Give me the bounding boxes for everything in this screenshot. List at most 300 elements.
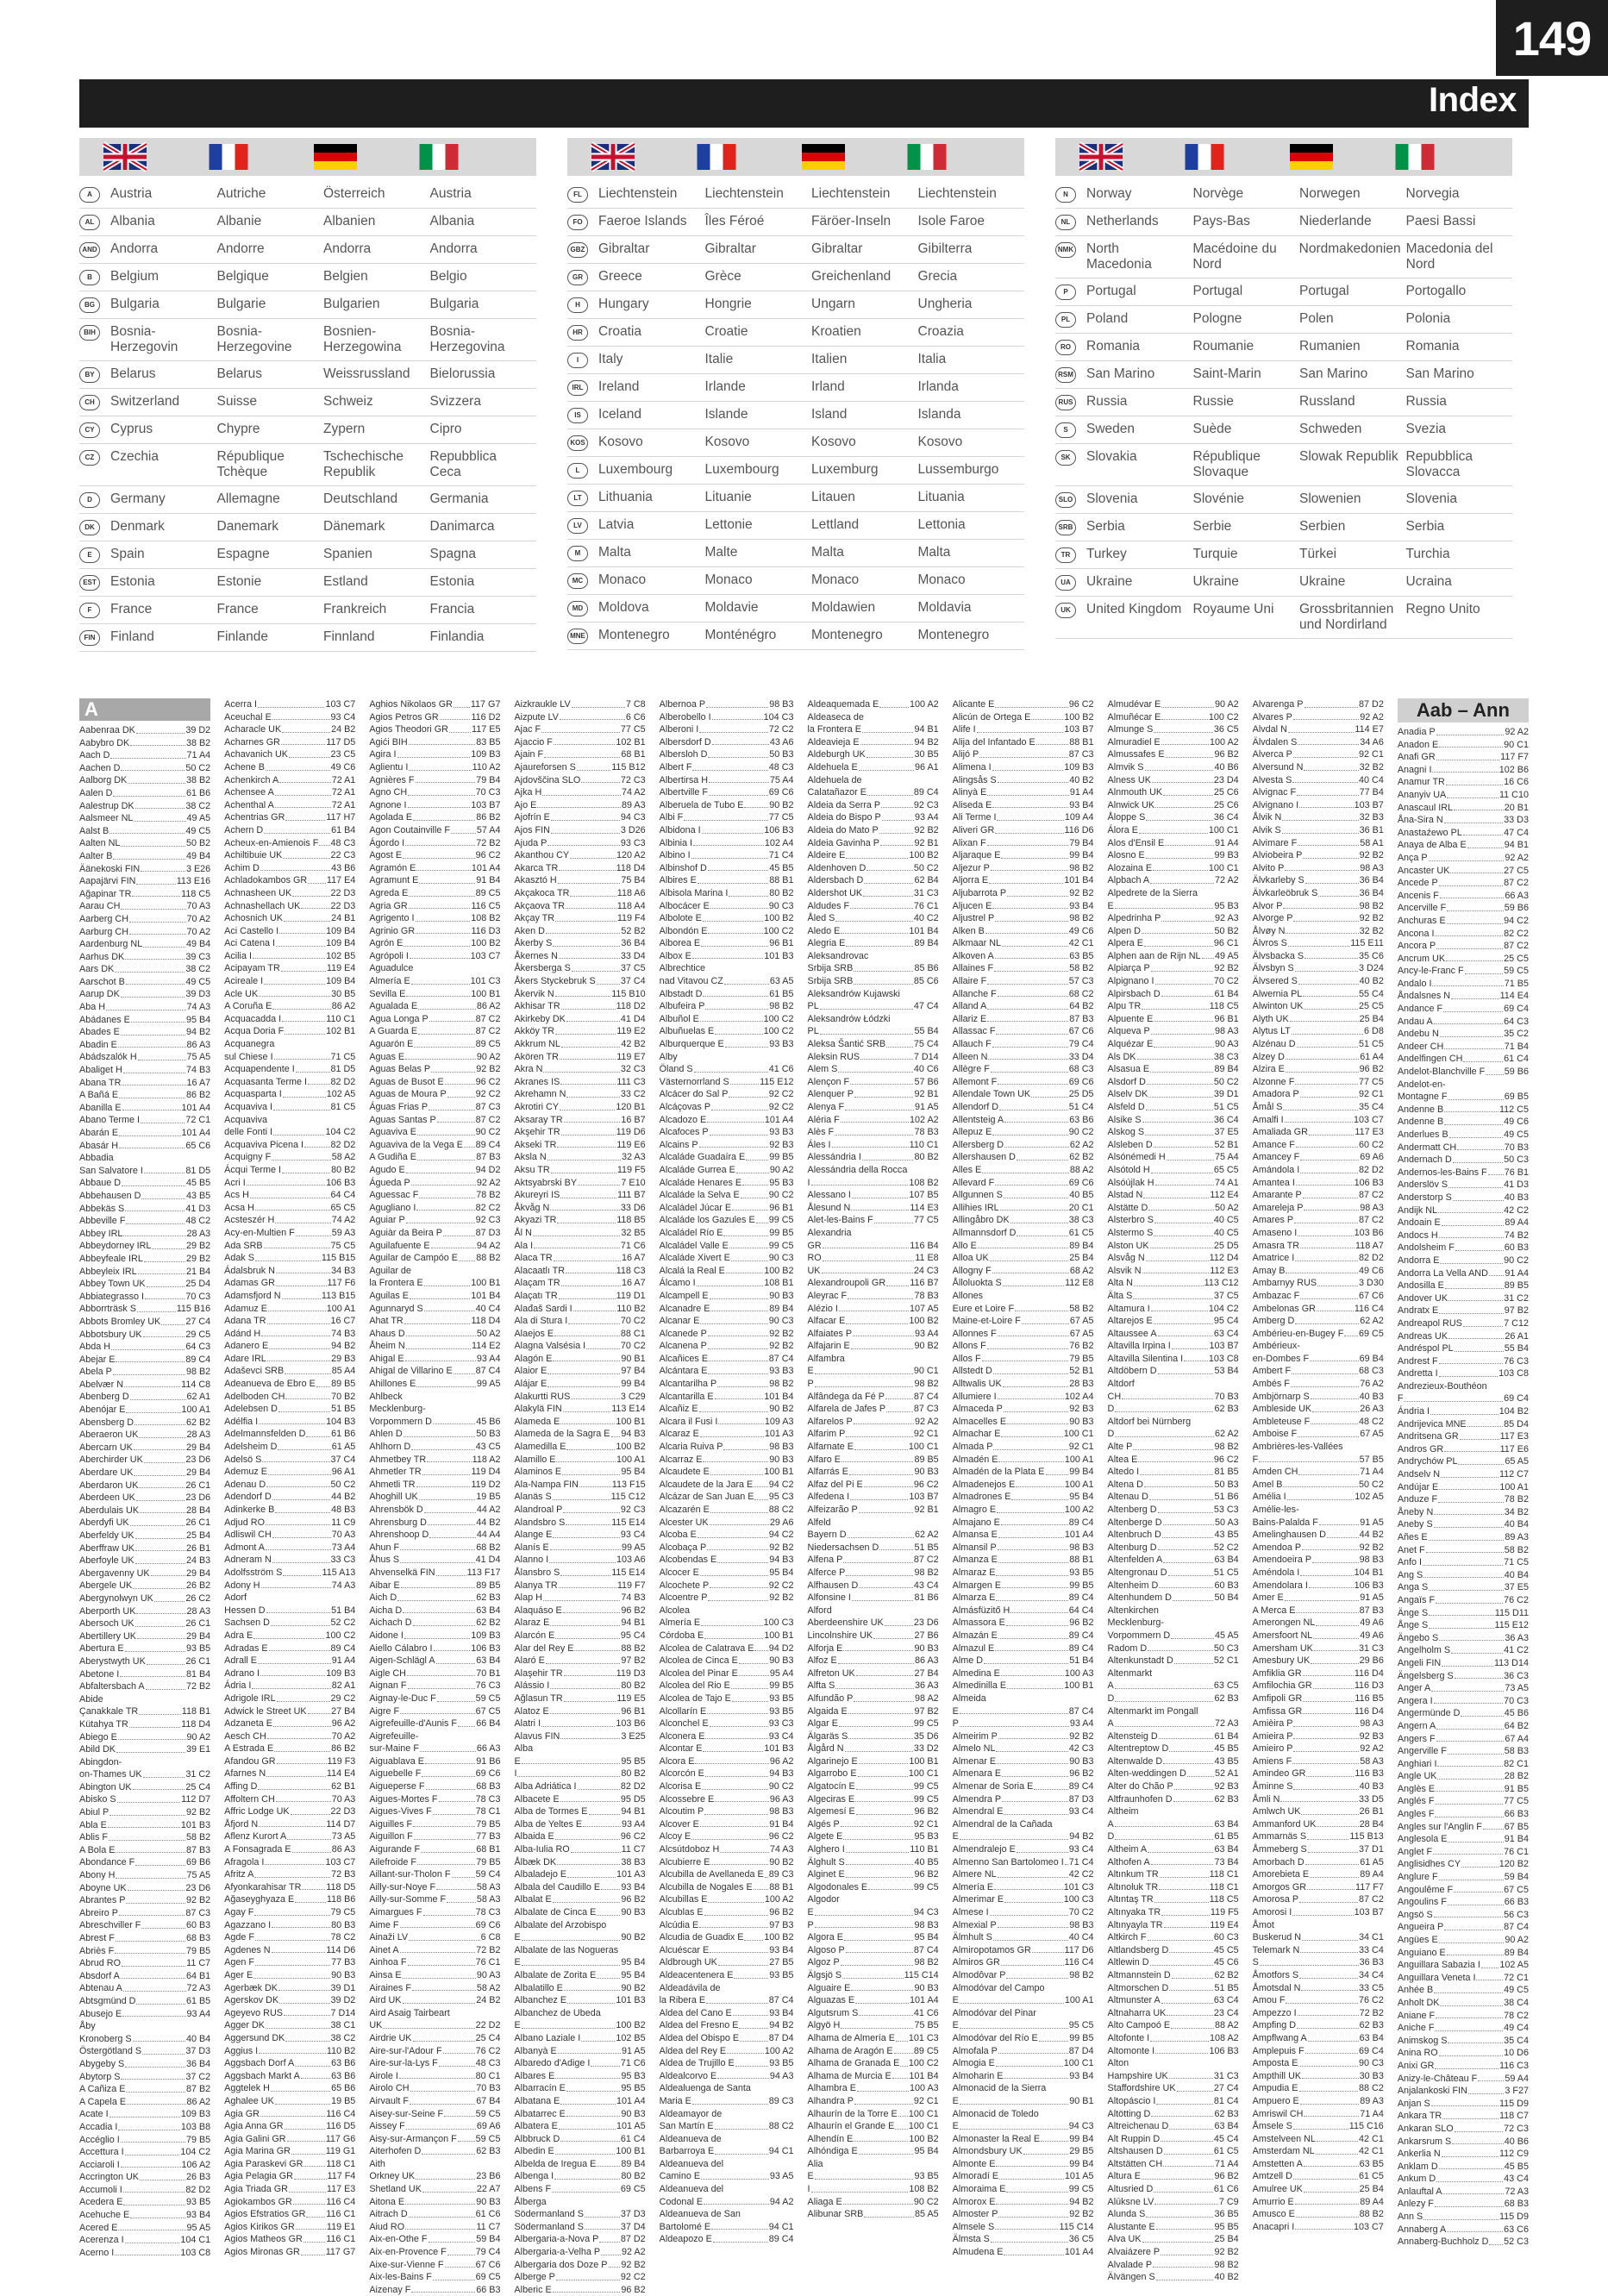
index-place-name: Ajo E — [514, 799, 537, 810]
index-place-name: Allaire F — [952, 976, 987, 987]
index-place-name: E — [952, 2121, 959, 2132]
index-entry — [660, 912, 794, 925]
index-entry — [808, 811, 939, 824]
index-page-ref: 72 C2 — [768, 724, 794, 735]
index-entry — [224, 2183, 355, 2196]
index-place-name: Ali Terme I — [952, 812, 997, 823]
index-entry — [1108, 2145, 1239, 2158]
index-place-name: Angermünde D — [1397, 1708, 1461, 1719]
index-page-ref: 71 A4 — [1360, 1467, 1384, 1478]
index-page-ref: 40 C5 — [1213, 1227, 1239, 1238]
index-page-ref: 110 A2 — [472, 761, 501, 773]
index-place-name: Adelmannsfelden D — [224, 1429, 306, 1440]
index-place-name: Ambert F — [1252, 1366, 1292, 1377]
index-entry — [1108, 1730, 1239, 1743]
country-name: San Marino — [1299, 366, 1368, 381]
index-place-name: Alézio I — [807, 1303, 838, 1314]
index-entry — [660, 1416, 794, 1429]
index-page-ref: 94 B1 — [621, 1806, 646, 1817]
index-page-ref: 97 B4 — [621, 1366, 646, 1377]
index-place-name: Aachen D — [79, 762, 121, 773]
index-place-name: Agios Matheos GR — [224, 2234, 303, 2245]
index-place-name: Aberffraw UK — [79, 1542, 135, 1554]
index-place-name: Anet F — [1397, 1544, 1425, 1555]
index-page-ref: 48 C3 — [330, 837, 356, 848]
index-page-ref: 100 C1 — [908, 2121, 939, 2132]
index-place-name: Altaussee A — [1107, 1328, 1157, 1339]
index-place-name: Anaya de Alba E — [1397, 840, 1467, 851]
index-entry — [808, 1466, 939, 1479]
index-page-ref: 3 E26 — [185, 863, 211, 874]
index-place-name: Alaquáso E — [514, 1605, 562, 1616]
index-page-ref: 38 B3 — [621, 1856, 646, 1867]
index-place-name: Als DK — [1107, 1051, 1136, 1062]
index-page-ref: 88 C2 — [1359, 2083, 1384, 2094]
index-entry — [369, 1994, 500, 2007]
index-place-name: Aleksandrów Łódzki — [807, 1013, 891, 1024]
index-entry — [369, 988, 500, 1001]
index-entry — [1108, 1617, 1239, 1630]
index-place-name: Alcontar E — [659, 1743, 703, 1755]
index-entry — [1253, 748, 1384, 761]
index-page-ref: 92 B2 — [1214, 963, 1239, 974]
index-place-name: Anixi GR — [1397, 2060, 1435, 2071]
index-entry — [1253, 1038, 1384, 1051]
index-entry — [369, 1189, 500, 1202]
index-entry — [514, 1580, 645, 1592]
index-place-name: Radom D — [1107, 1642, 1148, 1654]
index-entry — [808, 1114, 939, 1127]
country-row — [567, 236, 1024, 264]
index-page-ref: 100 B1 — [471, 1278, 501, 1289]
country-name: Russia — [1086, 394, 1128, 409]
index-entry — [224, 1830, 355, 1843]
index-page-ref: 90 B3 — [914, 1467, 939, 1478]
index-page-ref: 35 C6 — [1359, 950, 1384, 961]
index-place-name: Almaraz E — [952, 1567, 996, 1578]
index-page-ref: 47 C4 — [913, 1001, 939, 1012]
index-page-ref: 62 B3 — [476, 1592, 501, 1604]
index-place-name: Alcubilla de Avellaneda E — [659, 1869, 764, 1880]
index-place-name: Adinkerke B — [224, 1505, 275, 1515]
index-page-ref: 89 A4 — [1505, 1217, 1529, 1229]
index-entry — [1108, 1542, 1239, 1555]
flag-panel-1 — [79, 138, 536, 176]
index-place-name: Alcobaça P — [659, 1542, 707, 1553]
index-page-ref: 38 C1 — [330, 2020, 356, 2031]
index-place-name: Anafi GR — [1397, 752, 1436, 763]
index-page-ref: 19 B5 — [476, 1492, 501, 1503]
index-place-name: Acs H — [224, 1190, 249, 1201]
index-place-name: Acquaviva — [224, 1114, 267, 1125]
country-name: Allemagne — [216, 491, 280, 506]
index-entry — [79, 1743, 210, 1756]
index-place-name: Mecklenburg- — [369, 1404, 426, 1415]
index-place-name: Almenno San Bartolomeo I — [952, 1856, 1064, 1867]
index-page-ref: 80 B3 — [331, 1919, 356, 1930]
index-place-name: Andolsheim F — [1397, 1242, 1455, 1254]
index-page-ref: 89 C4 — [768, 2234, 794, 2245]
index-page-ref: 80 B2 — [621, 2171, 646, 2182]
index-place-name: Ampezzo I — [1252, 2007, 1297, 2018]
index-place-name: Aimargues F — [369, 1907, 422, 1918]
index-entry — [224, 1805, 355, 1818]
index-entry — [514, 1780, 645, 1793]
index-place-name: Andernos-les-Bains F — [1397, 1167, 1487, 1178]
index-place-name: Alvor P — [1252, 900, 1283, 911]
index-entry — [369, 1793, 500, 1806]
index-place-name: Akranes IS — [514, 1076, 560, 1087]
index-place-name: Alverca P — [1252, 749, 1292, 760]
index-place-name: Amorebieta E — [1252, 1869, 1310, 1880]
index-place-name: Ancede P — [1397, 878, 1438, 889]
index-place-name: Amieira P — [1252, 1730, 1293, 1742]
country-name: Monaco — [598, 572, 647, 587]
country-code-badge: UK — [1055, 603, 1076, 618]
index-place-name: Ança P — [1397, 852, 1428, 863]
index-place-name: Allgunnen S — [952, 1190, 1003, 1201]
index-place-name: PL — [807, 1001, 819, 1012]
index-page-ref: 59 B6 — [1504, 1067, 1529, 1078]
index-entry — [1398, 1003, 1529, 1016]
index-entry — [1253, 2208, 1384, 2221]
country-code-badge: A — [79, 187, 100, 203]
index-entry — [1253, 1479, 1384, 1492]
index-page-ref: 101 B3 — [180, 1819, 211, 1830]
index-page-ref: 100 A1 — [1064, 1995, 1094, 2006]
index-place-name: Albergaria-a-Nova P — [514, 2234, 599, 2245]
index-entry — [660, 1214, 794, 1227]
index-page-ref: 116 C4 — [326, 2196, 356, 2207]
index-entry — [1108, 1378, 1239, 1391]
index-page-ref: 63 B4 — [476, 1605, 501, 1616]
index-entry — [1108, 1025, 1239, 1038]
index-place-name: Aldeavieja E — [807, 736, 860, 748]
index-page-ref: 56 C3 — [1504, 1909, 1529, 1920]
index-place-name: Altenkunstadt D — [1107, 1655, 1173, 1667]
index-column — [1252, 698, 1384, 2232]
index-entry — [224, 2233, 355, 2246]
index-entry — [369, 1164, 500, 1177]
index-place-name: Agios Theodori GR — [369, 724, 448, 735]
index-place-name: Alva UK — [1107, 2234, 1142, 2245]
index-entry — [1108, 925, 1239, 938]
index-place-name: Abergele UK — [79, 1580, 133, 1592]
index-page-ref: 101 A4 — [471, 862, 501, 873]
index-entry — [953, 1818, 1094, 1831]
index-entry — [660, 1365, 794, 1378]
index-place-name: Allogny F — [952, 1265, 992, 1276]
index-entry — [1253, 1328, 1384, 1341]
index-entry — [1253, 1391, 1384, 1404]
index-entry — [224, 1868, 355, 1881]
index-page-ref: 119 D6 — [616, 1127, 646, 1138]
index-entry — [224, 874, 355, 887]
index-entry — [660, 1856, 794, 1869]
index-entry — [808, 962, 939, 975]
index-place-name: Anacapri I — [1252, 2221, 1295, 2232]
index-entry — [1398, 1972, 1529, 1985]
index-page-ref: 11 C7 — [476, 2221, 501, 2232]
index-place-name: delle Fonti I — [224, 1127, 272, 1138]
country-name: Schweiz — [323, 394, 373, 409]
index-page-ref: 119 E7 — [616, 1051, 646, 1062]
index-entry — [808, 748, 939, 761]
index-entry — [953, 1063, 1094, 1076]
index-place-name: Abygeby S — [79, 2058, 125, 2069]
index-page-ref: 78 C3 — [475, 1793, 501, 1805]
index-page-ref: 50 B3 — [1214, 1479, 1239, 1490]
country-name: Andorra — [323, 241, 372, 256]
index-entry — [808, 1944, 939, 1957]
index-page-ref: 89 C4 — [1068, 1592, 1094, 1604]
index-entry — [1253, 811, 1384, 824]
index-entry — [808, 1554, 939, 1567]
index-place-name: Almerimar E — [952, 1894, 1004, 1905]
index-place-name: Acate I — [79, 2109, 109, 2120]
index-page-ref: 90 B2 — [769, 1856, 794, 1867]
index-place-name: Angoulins F — [1397, 1897, 1447, 1908]
index-place-name: Alhama de Murcia E — [807, 2070, 892, 2081]
index-place-name: Altedo I — [1107, 1467, 1140, 1478]
index-place-name: Aldealcorvo E — [659, 2070, 717, 2081]
index-page-ref: 99 B4 — [1069, 2133, 1094, 2144]
index-place-name: Agia Galini GR — [224, 2133, 286, 2144]
index-place-name: Agios Kirikos GR — [224, 2221, 295, 2232]
index-place-name: A — [1107, 1818, 1114, 1830]
index-place-name: Almazul E — [952, 1642, 995, 1654]
index-page-ref: 103 C7 — [325, 1856, 356, 1867]
index-page-ref: 96 B2 — [914, 1806, 939, 1817]
index-place-name: Adanero E — [224, 1341, 269, 1352]
country-row — [1055, 486, 1512, 514]
index-entry — [369, 1214, 500, 1227]
index-place-name: Alhandra P — [807, 2095, 854, 2106]
index-page-ref: 111 C3 — [616, 1076, 646, 1087]
index-place-name: Ampflwang A — [1252, 2032, 1307, 2043]
index-place-name: Alcaláde Gurrea E — [659, 1164, 735, 1175]
index-page-ref: 68 A2 — [1069, 1265, 1094, 1276]
index-entry — [660, 1994, 794, 2007]
index-place-name: Camino E — [659, 2171, 701, 2182]
index-entry — [953, 1969, 1094, 1982]
index-page-ref: 88 C1 — [620, 1328, 646, 1339]
index-page-ref: 99 B5 — [769, 1680, 794, 1692]
country-name: Cipro — [429, 422, 462, 436]
index-entry — [660, 748, 794, 761]
index-place-name: A Capela E — [79, 2096, 127, 2107]
index-page-ref: 37 D1 — [1359, 1844, 1384, 1855]
index-place-name: Ålansbro S — [514, 1567, 560, 1578]
index-page-ref: 70 A2 — [186, 913, 211, 924]
index-place-name: Acsteszér H — [224, 1215, 275, 1226]
index-place-name: Abbaue D — [79, 1178, 122, 1189]
index-page-ref: 23 D6 — [185, 1492, 211, 1504]
index-page-ref: 35 C4 — [1504, 2035, 1529, 2046]
index-page-ref: 101 B4 — [764, 1391, 794, 1402]
index-place-name: Aldeia Gavinha P — [807, 837, 879, 848]
index-entry — [1398, 1544, 1529, 1557]
index-entry — [660, 1730, 794, 1743]
index-entry — [1398, 2148, 1529, 2161]
index-page-ref: 75 A5 — [186, 1052, 211, 1063]
index-place-name: Alcaláde la Selva E — [659, 1190, 740, 1201]
index-entry — [808, 1126, 939, 1139]
index-column — [1107, 698, 1239, 2283]
country-name: Albania — [110, 214, 155, 228]
index-place-name: Ajos FIN — [514, 824, 550, 835]
index-place-name: Amboise F — [1252, 1429, 1298, 1440]
index-place-name: Södermanland S — [514, 2209, 584, 2220]
index-place-name: Aardenburg NL — [79, 939, 143, 950]
index-page-ref: 114 E4 — [1499, 991, 1529, 1002]
index-page-ref: 92 A2 — [622, 2247, 646, 2258]
index-place-name: Angoulême F — [1397, 1884, 1454, 1895]
index-entry — [953, 1580, 1094, 1592]
index-page-ref: 90 A3 — [1215, 1039, 1239, 1050]
index-place-name: Amer E — [1252, 1592, 1284, 1604]
index-place-name: Anascaul IRL — [1397, 802, 1454, 813]
index-entry — [1108, 1403, 1239, 1416]
index-page-ref: 16 A7 — [622, 1253, 646, 1264]
index-place-name: Aberdare UK — [79, 1467, 134, 1479]
index-entry — [79, 1379, 210, 1392]
index-place-name: Alskog S — [1107, 1127, 1145, 1138]
index-place-name: Alássio I — [514, 1680, 550, 1692]
index-entry — [1253, 1667, 1384, 1680]
index-entry — [660, 2045, 794, 2058]
index-place-name: Aguas Santas P — [369, 1114, 436, 1125]
index-place-name: Alijó P — [952, 749, 979, 760]
index-place-name: Aleksa Šantić SRB — [807, 1039, 886, 1050]
index-place-name: Améndola I — [1252, 1567, 1300, 1578]
index-page-ref: 86 A3 — [331, 1844, 356, 1855]
index-page-ref: 94 B3 — [769, 1768, 794, 1780]
country-row — [79, 361, 536, 389]
index-page-ref: 104 C3 — [763, 711, 794, 723]
index-page-ref: 72 C3 — [620, 774, 646, 785]
index-place-name: Albalat E — [514, 1894, 552, 1905]
index-place-name: Andreapol RUS — [1397, 1317, 1462, 1329]
index-entry — [369, 2082, 500, 2095]
index-place-name: Altenburg D — [1107, 1542, 1157, 1553]
index-place-name: Abild DK — [79, 1744, 116, 1755]
index-entry — [808, 1605, 939, 1617]
index-place-name: Abbadia — [79, 1153, 114, 1164]
index-entry — [1108, 1881, 1239, 1894]
index-entry — [953, 1567, 1094, 1580]
index-entry — [369, 736, 500, 749]
index-page-ref: 31 C3 — [1213, 2070, 1239, 2081]
index-entry — [79, 1995, 210, 2008]
index-column — [659, 698, 794, 2245]
index-place-name: Acharnes GR — [224, 736, 280, 748]
index-page-ref: 62 A2 — [1069, 1139, 1094, 1150]
index-page-ref: 24 B3 — [185, 1555, 211, 1567]
index-entry — [1253, 912, 1384, 925]
index-page-ref: 74 A2 — [622, 787, 646, 798]
index-page-ref: 40 C5 — [1213, 1215, 1239, 1226]
index-page-ref: 51 B5 — [331, 1404, 356, 1415]
index-place-name: Ajka H — [514, 787, 542, 798]
index-entry — [953, 1542, 1094, 1555]
index-place-name: Altarejos E — [1107, 1316, 1153, 1327]
index-place-name: Ambjörnarp S — [1252, 1391, 1310, 1402]
index-place-name: RO — [807, 1253, 822, 1264]
index-entry — [660, 1353, 794, 1366]
country-name: Hungary — [598, 297, 649, 311]
country-name: Weissrussland — [323, 366, 410, 381]
country-name: Italy — [598, 352, 623, 366]
index-page-ref: 120 A2 — [616, 850, 646, 861]
index-page-ref: 69 C6 — [475, 1768, 501, 1780]
index-place-name: Abbehausen D — [79, 1190, 141, 1201]
index-entry — [1398, 1217, 1529, 1229]
index-page-ref: 77 C5 — [620, 724, 646, 735]
index-entry — [660, 811, 794, 824]
index-entry — [514, 1315, 645, 1328]
index-place-name: Aljaraque E — [952, 850, 1001, 861]
index-page-ref: 118 B1 — [181, 1706, 211, 1717]
country-name: Spanien — [323, 547, 372, 561]
index-page-ref: 25 D5 — [1068, 1089, 1094, 1100]
index-place-name: Adorf — [224, 1592, 247, 1604]
index-place-name: Almoradí E — [952, 2171, 999, 2182]
index-page-ref: 93 B4 — [185, 2210, 211, 2221]
index-page-ref: 115 C16 — [1348, 2121, 1384, 2132]
index-page-ref: 89 B4 — [1504, 1947, 1529, 1958]
index-place-name: Agrinio GR — [369, 925, 416, 936]
index-entry — [1398, 2136, 1529, 2149]
index-place-name: Kronoberg S — [79, 2033, 132, 2044]
index-page-ref: 36 C5 — [1213, 724, 1239, 735]
index-page-ref: 101 B4 — [909, 925, 939, 936]
index-entry — [953, 2183, 1094, 2196]
index-page-ref: 118 B6 — [326, 1894, 356, 1905]
index-page-ref: 116 D4 — [1354, 1705, 1384, 1717]
index-place-name: Ádria I — [224, 1680, 252, 1692]
index-page-ref: 89 B5 — [331, 1379, 356, 1390]
index-entry — [79, 825, 210, 838]
index-place-name: Vorpommern D — [369, 1416, 432, 1427]
index-place-name: Alston UK — [1107, 1240, 1149, 1251]
index-place-name: Andújar E — [1397, 1481, 1439, 1492]
index-place-name: Aguilar de — [369, 1265, 411, 1276]
index-place-name: E — [514, 2020, 521, 2031]
index-page-ref: 23 B6 — [476, 2171, 501, 2182]
index-entry — [1398, 1581, 1529, 1594]
index-place-name: Abano Terme I — [79, 1115, 141, 1126]
index-place-name: Alenquer P — [807, 1089, 854, 1100]
country-row — [567, 595, 1024, 622]
index-place-name: Algarrobo E — [807, 1768, 857, 1780]
index-entry — [514, 862, 645, 875]
index-page-ref: 68 C3 — [1068, 1064, 1094, 1075]
index-place-name: Acquanegra — [224, 1039, 275, 1050]
index-place-name: Allendorf D — [952, 1102, 999, 1112]
index-entry — [1398, 1695, 1529, 1708]
index-page-ref: 88 B1 — [1069, 1555, 1094, 1566]
index-page-ref: 76 C1 — [913, 900, 939, 911]
index-entry — [79, 963, 210, 976]
index-entry — [514, 736, 645, 749]
country-name: Italie — [704, 352, 734, 366]
index-place-name: Aigle CH — [369, 1667, 406, 1679]
index-entry — [660, 1315, 794, 1328]
index-page-ref: 35 D6 — [913, 1730, 939, 1742]
index-place-name: Alzira E — [1252, 1064, 1285, 1075]
index-place-name: Adana TR — [224, 1316, 266, 1327]
